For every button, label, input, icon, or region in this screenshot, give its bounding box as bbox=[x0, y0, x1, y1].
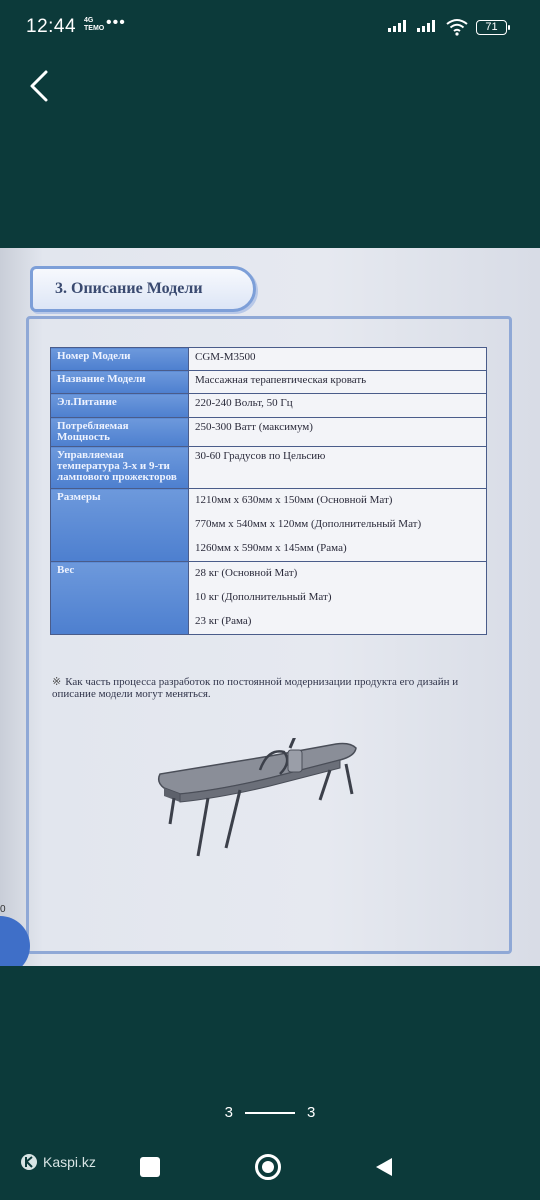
row-label: Потребляемая Мощность bbox=[51, 418, 189, 447]
document-photo[interactable] bbox=[0, 248, 540, 966]
watermark-text: Kaspi.kz bbox=[43, 1154, 96, 1170]
current-page: 3 bbox=[224, 1104, 233, 1121]
row-value bbox=[189, 489, 487, 562]
value-line: 28 кг (Основной Мат) bbox=[195, 567, 298, 579]
page-indicator bbox=[0, 1104, 540, 1121]
status-time: 12:44 bbox=[26, 16, 77, 37]
signal-icon bbox=[417, 20, 435, 32]
value-line: 23 кг (Рама) bbox=[195, 615, 252, 627]
value-line: 1260мм x 590мм x 145мм (Рама) bbox=[195, 542, 347, 554]
row-label: Размеры bbox=[51, 489, 189, 562]
row-label: Управляемая температура 3-х и 9-ти лампового прожекторов bbox=[51, 447, 189, 489]
row-label: Название Модели bbox=[51, 371, 189, 394]
row-label: Номер Модели bbox=[51, 348, 189, 371]
row-value: 30-60 Градусов по Цельсию bbox=[189, 447, 487, 489]
table-row bbox=[51, 371, 487, 394]
table-row bbox=[51, 418, 487, 447]
kaspi-logo-icon bbox=[20, 1153, 38, 1171]
note bbox=[52, 676, 492, 700]
watermark bbox=[20, 1153, 96, 1171]
more-notifications-icon: ••• bbox=[106, 14, 126, 31]
row-label: Эл.Питание bbox=[51, 394, 189, 418]
battery-icon bbox=[476, 20, 507, 35]
value-line: 1210мм x 630мм x 150мм (Основной Мат) bbox=[195, 494, 393, 506]
chevron-left-icon[interactable] bbox=[22, 66, 58, 106]
table-row bbox=[51, 447, 487, 489]
status-bar bbox=[0, 0, 540, 56]
volte-indicator: 4G ТЕМО bbox=[84, 17, 105, 32]
row-value: CGM-M3500 bbox=[189, 348, 487, 371]
value-line: 770мм x 540мм x 120мм (Дополнительный Мат) bbox=[195, 518, 422, 530]
page-number: 0 bbox=[0, 904, 6, 915]
row-value: 250-300 Ватт (максимум) bbox=[189, 418, 487, 447]
table-row bbox=[51, 489, 487, 562]
pager-divider bbox=[245, 1112, 295, 1114]
home-button[interactable] bbox=[255, 1154, 281, 1180]
section-header bbox=[30, 266, 256, 312]
massage-bed-image bbox=[150, 738, 370, 868]
table-row bbox=[51, 394, 487, 418]
recents-button[interactable] bbox=[140, 1157, 160, 1177]
note-text: Как часть процесса разработок по постоянной модернизации продукта его дизайн и описание модели могут меняться. bbox=[52, 676, 459, 700]
row-value bbox=[189, 562, 487, 635]
table-row bbox=[51, 562, 487, 635]
note-mark: ※ bbox=[52, 676, 62, 688]
row-label: Вес bbox=[51, 562, 189, 635]
value-line: 10 кг (Дополнительный Мат) bbox=[195, 591, 332, 603]
signal-icon bbox=[388, 20, 406, 32]
row-value: 220-240 Вольт, 50 Гц bbox=[189, 394, 487, 418]
row-value: Массажная терапевтическая кровать bbox=[189, 371, 487, 394]
wifi-icon bbox=[446, 18, 468, 36]
spec-table bbox=[50, 347, 487, 635]
section-title: 3. Описание Модели bbox=[55, 280, 203, 297]
table-row bbox=[51, 348, 487, 371]
total-pages: 3 bbox=[307, 1104, 316, 1121]
battery-level: 71 bbox=[485, 21, 498, 33]
back-triangle-icon[interactable] bbox=[374, 1157, 394, 1177]
